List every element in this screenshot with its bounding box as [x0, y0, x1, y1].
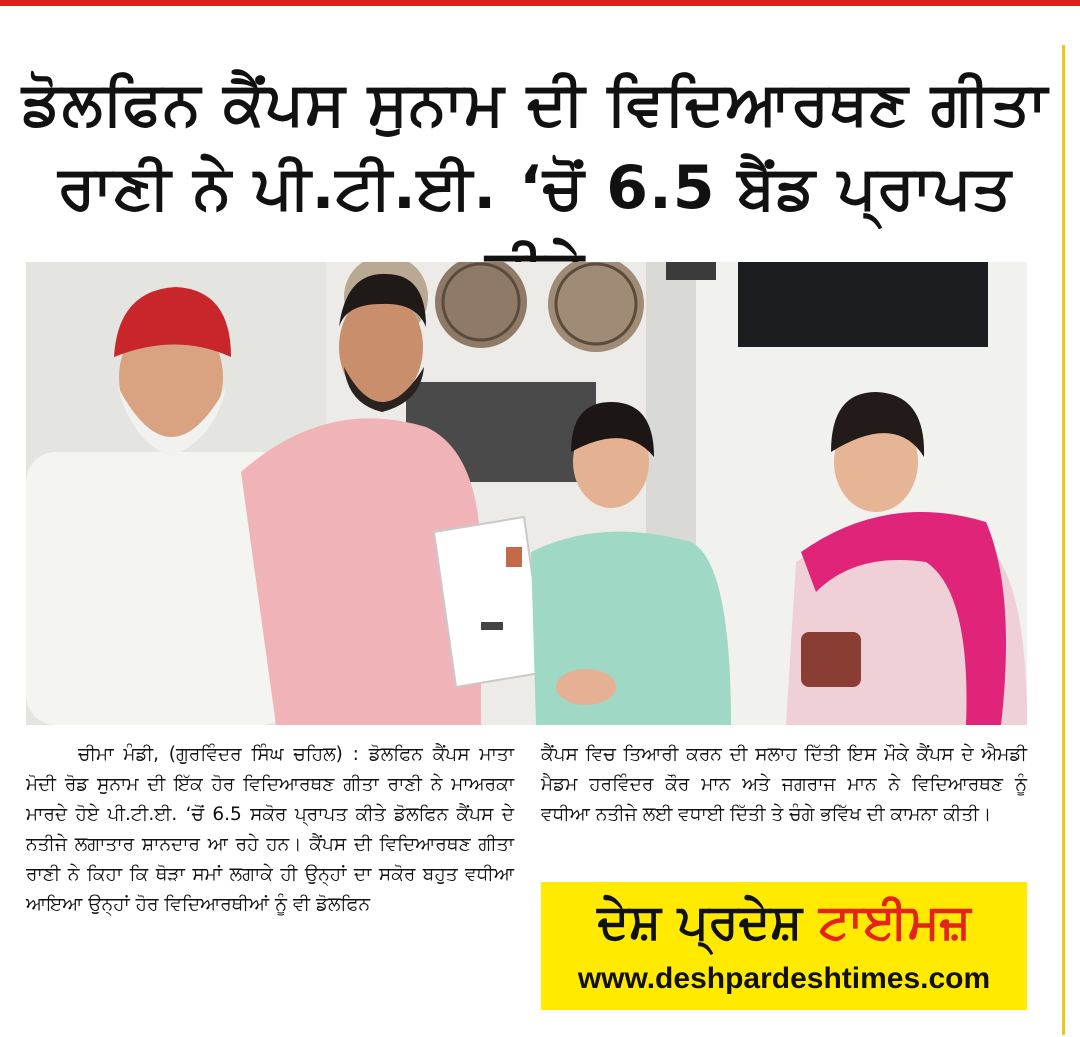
masthead-url: www.deshpardeshtimes.com	[577, 962, 991, 995]
article-column-1: ਚੀਮਾ ਮੰਡੀ, (ਗੁਰਵਿੰਦਰ ਸਿੰਘ ਚਹਿਲ) : ਡੋਲਫਿਨ ਕੈਂਪਸ ਮਾਤਾ ਮੋਦੀ ਰੋਡ ਸੁਨਾਮ ਦੀ ਇੱਕ ਹੋਰ ਵਿਦਿਆਰਥਣ ਗੀਤਾ ਰਾਣੀ ਨੇ ਮਾਅਰਕਾ ਮਾਰਦੇ ਹੋਏ ਪੀ.ਟੀ.ਈ. ‘ਚੋਂ 6.5 ਸਕੋਰ ਪ੍ਰਾਪਤ ਕੀਤੇ ਡੋਲਫਿਨ ਕੈਂਪਸ ਦੇ ਨਤੀਜੇ ਲਗਾਤਾਰ ਸ਼ਾਨਦਾਰ ਆ ਰਹੇ ਹਨ। ਕੈਂਪਸ ਦੀ ਵਿਦਿਆਰਥਣ ਗੀਤਾ ਰਾਣੀ ਨੇ ਕਿਹਾ ਕਿ ਥੋੜਾ ਸਮਾਂ ਲਗਾਕੇ ਹੀ ਉਨ੍ਹਾਂ ਦਾ ਸਕੋਰ ਬਹੁਤ ਵਧੀਆ ਆਇਆ ਉਨ੍ਹਾਂ ਹੋਰ ਵਿਦਿਆਰਥੀਆਂ ਨੂੰ ਵੀ ਡੋਲਫਿਨ	[26, 744, 514, 915]
handbag	[801, 632, 861, 687]
top-red-rule	[0, 0, 1080, 6]
masthead	[541, 882, 1027, 1010]
headline-line-1: ਡੋਲਫਿਨ ਕੈਂਪਸ ਸੁਨਾਮ ਦੀ ਵਿਦਿਆਰਥਣ ਗੀਤਾ	[21, 69, 1049, 139]
masthead-title	[541, 892, 1027, 952]
masthead-title-red: ਟਾਈਮਜ਼	[818, 894, 971, 950]
headline-line-2: ਰਾਣੀ ਨੇ ਪੀ.ਟੀ.ਈ. ‘ਚੋਂ 6.5 ਬੈਂਡ ਪ੍ਰਾਪਤ	[58, 153, 1012, 223]
right-gold-rule	[1062, 45, 1065, 1035]
news-photo	[26, 262, 1027, 725]
tv-screen	[738, 262, 988, 347]
article-column-2: ਕੈਂਪਸ ਵਿਚ ਤਿਆਰੀ ਕਰਨ ਦੀ ਸਲਾਹ ਦਿੱਤੀ ਇਸ ਮੌਕੇ ਕੈਂਪਸ ਦੇ ਐਮਡੀ ਮੈਡਮ ਹਰਵਿੰਦਰ ਕੌਰ ਮਾਨ ਅਤੇ ਜਗਰਾਜ ਮਾਨ ਨੇ ਵਿਦਿਆਰਥਣ ਨੂੰ ਵਧੀਆ ਨਤੀਜੇ ਲਈ ਵਧਾਈ ਦਿੱਤੀ ਤੇ ਚੰਗੇ ਭਵਿੱਖ ਦੀ ਕਾਮਨਾ ਕੀਤੀ।	[541, 744, 1027, 825]
masthead-title-black: ਦੇਸ਼ ਪ੍ਰਦੇਸ਼	[597, 894, 803, 950]
